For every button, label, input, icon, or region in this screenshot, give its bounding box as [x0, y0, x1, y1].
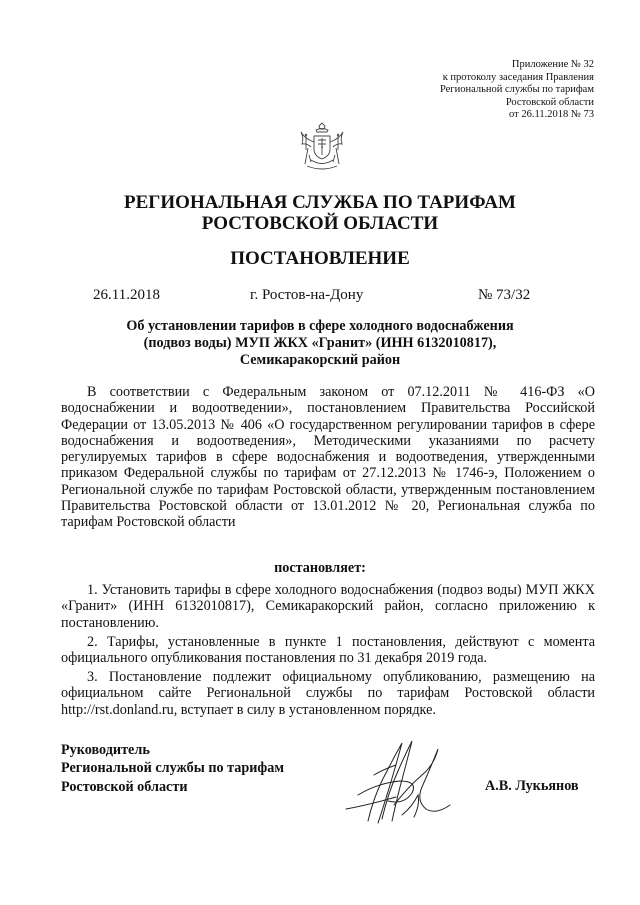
handwritten-signature — [338, 735, 456, 827]
signer-name: А.В. Лукьянов — [485, 778, 579, 794]
signer-title — [61, 741, 284, 796]
subject-line: Семикаракорский район — [239, 352, 401, 368]
subject-line: Об установлении тарифов в сфере холодного водоснабжения — [126, 318, 514, 334]
signer-title-line: Ростовской области — [61, 778, 188, 795]
annex-line: к протоколу заседания Правления — [442, 71, 594, 83]
preamble-paragraph: В соответствии с Федеральным законом от 07.12.2011 № 416-ФЗ «О водоснабжении и водоотведении», постановлением Правительства Российской Федерации от 13.05.2013 № 406 «О государственном регулировании тарифов в сфере водоснабжения и водоотведения», Методическими указаниями по расчету регулируемых тарифов в сфере водоснабжения и водоотведения, утвержденными приказом Федеральной службы по тарифам от 27.12.2013 № 1746-э, Положением о Региональной службе по тарифам Ростовской области, утвержденным постановлением Правительства Ростовской области от 13.01.2012 № 20, Региональная служба по тарифам Ростовской области — [61, 384, 595, 531]
coat-of-arms-icon — [297, 122, 347, 174]
annex-note — [440, 59, 594, 122]
resolution-item-1: 1. Установить тарифы в сфере холодного водоснабжения (подвоз воды) МУП ЖКХ «Гранит» (ИНН 6132010817), Семикаракорский район, согласно приложению к постановлению. — [61, 582, 595, 631]
annex-line: Региональной службы по тарифам — [439, 84, 594, 95]
annex-line: Ростовской области — [505, 96, 594, 108]
document-number: № 73/32 — [478, 287, 531, 303]
document-place: г. Ростов-на-Дону — [250, 287, 364, 303]
resolution-item-2: 2. Тарифы, установленные в пункте 1 постановления, действуют с момента официального опубликования постановления по 31 декабря 2019 года. — [61, 634, 595, 667]
document-subject — [90, 318, 550, 369]
annex-line: от 26.11.2018 № 73 — [509, 109, 594, 120]
resolution-item-3: 3. Постановление подлежит официальному опубликованию, размещению на официальном сайте Региональной службы по тарифам Ростовской области http://rst.donland.ru, вступает в силу в установленном порядке. — [61, 669, 595, 718]
signer-title-line: Региональной службы по тарифам — [61, 760, 285, 777]
organization-region: РОСТОВСКОЙ ОБЛАСТИ — [201, 213, 439, 234]
signer-title-line: Руководитель — [61, 742, 150, 758]
organization-name: РЕГИОНАЛЬНАЯ СЛУЖБА ПО ТАРИФАМ — [124, 192, 516, 213]
document-type-title: ПОСТАНОВЛЕНИЕ — [230, 248, 410, 269]
resolves-heading: постановляет: — [274, 560, 366, 576]
subject-line: (подвоз воды) МУП ЖКХ «Гранит» (ИНН 6132010817), — [143, 335, 497, 351]
document-date: 26.11.2018 — [93, 287, 160, 303]
annex-line: Приложение № 32 — [511, 59, 594, 70]
